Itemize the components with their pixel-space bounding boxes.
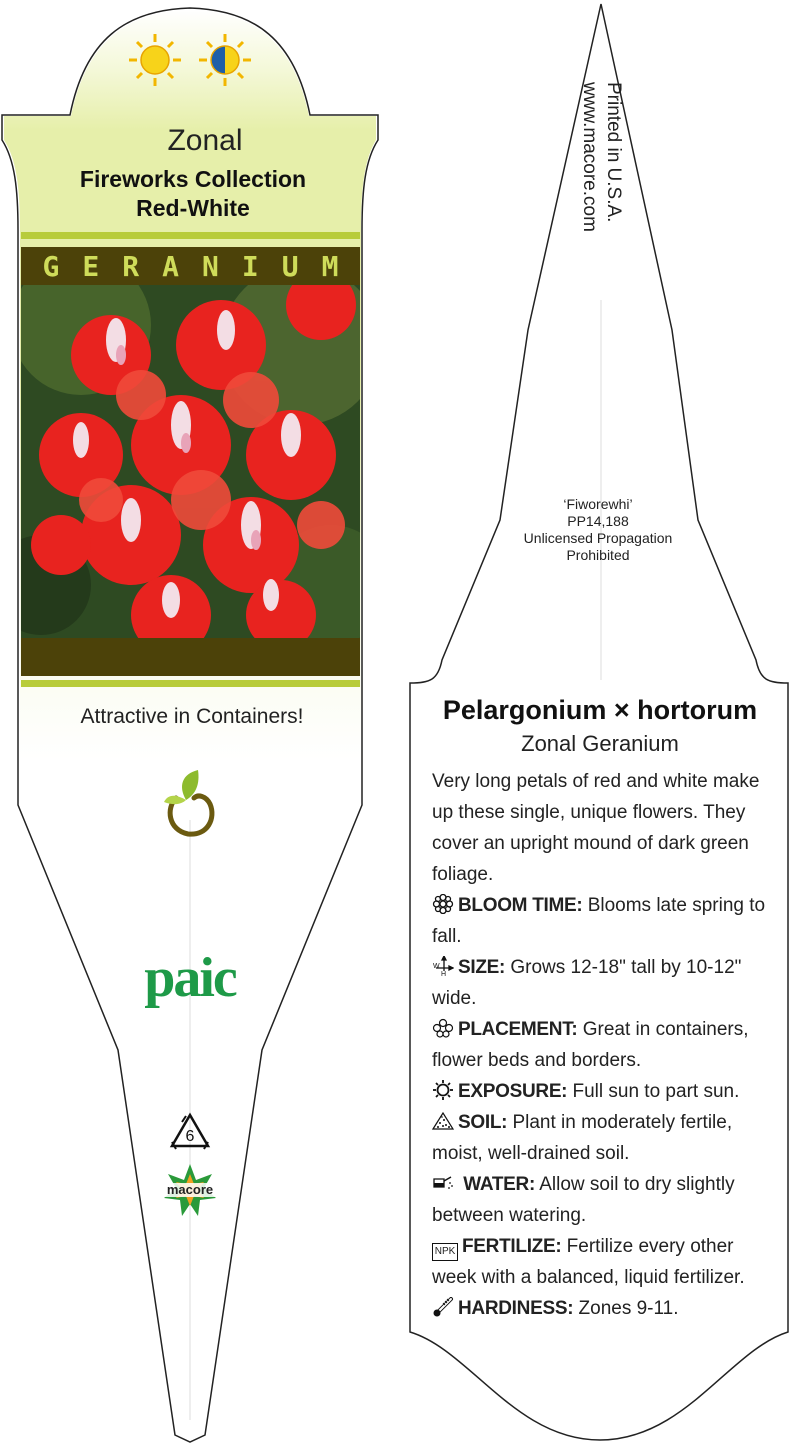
size-label: SIZE: xyxy=(458,957,506,978)
plant-type-banner xyxy=(21,247,360,285)
fertilize-label: FERTILIZE: xyxy=(462,1236,562,1257)
propagation-notice: Unlicensed Propagation xyxy=(523,530,673,546)
care-fertilize xyxy=(432,1231,772,1293)
fertilize-text: Fertilize every other week with a balanced, liquid fertilizer. xyxy=(432,1236,745,1288)
banner-letter: I xyxy=(241,249,259,283)
tagline: Attractive in Containers! xyxy=(80,705,304,728)
care-soil xyxy=(432,1107,772,1169)
scientific-name: Pelargonium × hortorum xyxy=(442,695,758,725)
recycle-number: 6 xyxy=(185,1128,195,1145)
sun-icons xyxy=(125,30,255,90)
banner-letter: E xyxy=(82,249,100,283)
placement-label: PLACEMENT: xyxy=(458,1019,578,1040)
bloom-time-text: Blooms late spring to fall. xyxy=(432,895,766,947)
sprout-logo-icon xyxy=(158,768,224,840)
water-label: WATER: xyxy=(463,1174,536,1195)
soil-label: SOIL: xyxy=(458,1112,508,1133)
care-bloom-time xyxy=(432,890,772,952)
front-title-variety: Red-White xyxy=(136,195,250,221)
front-title-collection: Fireworks Collection xyxy=(79,166,307,192)
hardiness-label: HARDINESS: xyxy=(458,1298,574,1319)
svg-text:H: H xyxy=(441,971,447,976)
size-arrows-icon xyxy=(432,956,454,976)
brand-wordmark: paic xyxy=(144,947,236,1009)
exposure-text: Full sun to part sun. xyxy=(572,1081,740,1102)
cultivar-name: ‘Fiworewhi’ xyxy=(563,496,633,512)
care-info xyxy=(432,766,772,1324)
patent-info xyxy=(488,496,708,564)
placement-text: Great in containers, flower beds and borders. xyxy=(432,1019,749,1071)
part-sun-icon xyxy=(199,34,251,86)
size-text: Grows 12-18" tall by 10-12" wide. xyxy=(432,957,742,1009)
front-title-zonal: Zonal xyxy=(167,124,243,157)
npk-icon: NPK xyxy=(432,1243,458,1261)
printed-in-usa: Printed in U.S.A. xyxy=(603,82,624,223)
print-info xyxy=(577,82,625,232)
sun-outline-icon xyxy=(432,1080,454,1100)
banner-letter: G xyxy=(42,249,60,283)
exposure-label: EXPOSURE: xyxy=(458,1081,568,1102)
bloom-time-label: BLOOM TIME: xyxy=(458,895,583,916)
flower-photo xyxy=(21,285,360,638)
soil-icon xyxy=(432,1111,454,1131)
care-water xyxy=(432,1169,772,1231)
banner-letter: R xyxy=(122,249,140,283)
water-text: Allow soil to dry slightly between watering. xyxy=(432,1174,735,1226)
recycle-icon xyxy=(168,1112,212,1152)
common-name: Zonal Geranium xyxy=(521,731,679,756)
banner-letter: M xyxy=(321,249,339,283)
brand-logo xyxy=(100,947,280,1010)
propagation-notice-2: Prohibited xyxy=(566,547,630,563)
website-text: www.macore.com xyxy=(579,82,600,232)
soil-text: Plant in moderately fertile, moist, well-drained soil. xyxy=(432,1112,733,1164)
macore-star-icon xyxy=(155,1162,225,1218)
hardiness-text: Zones 9-11. xyxy=(578,1298,679,1319)
watering-can-icon xyxy=(432,1173,454,1193)
banner-letter: U xyxy=(281,249,299,283)
placement-icon xyxy=(432,1018,454,1038)
svg-text:W: W xyxy=(433,963,440,970)
full-sun-icon xyxy=(129,34,181,86)
plant-patent-number: PP14,188 xyxy=(567,513,629,529)
banner-letter: N xyxy=(202,249,219,283)
care-exposure xyxy=(432,1076,772,1107)
photo-footer-bar xyxy=(21,638,360,676)
plant-description: Very long petals of red and white make up these single, unique flowers. They cover an upright mound of dark green foliage. xyxy=(432,771,760,885)
care-size xyxy=(432,952,772,1014)
macore-label: macore xyxy=(166,1182,214,1197)
care-placement xyxy=(432,1014,772,1076)
flower-icon xyxy=(432,894,454,914)
thermometer-icon xyxy=(432,1297,454,1317)
care-hardiness xyxy=(432,1293,772,1324)
banner-letter: A xyxy=(162,249,179,283)
